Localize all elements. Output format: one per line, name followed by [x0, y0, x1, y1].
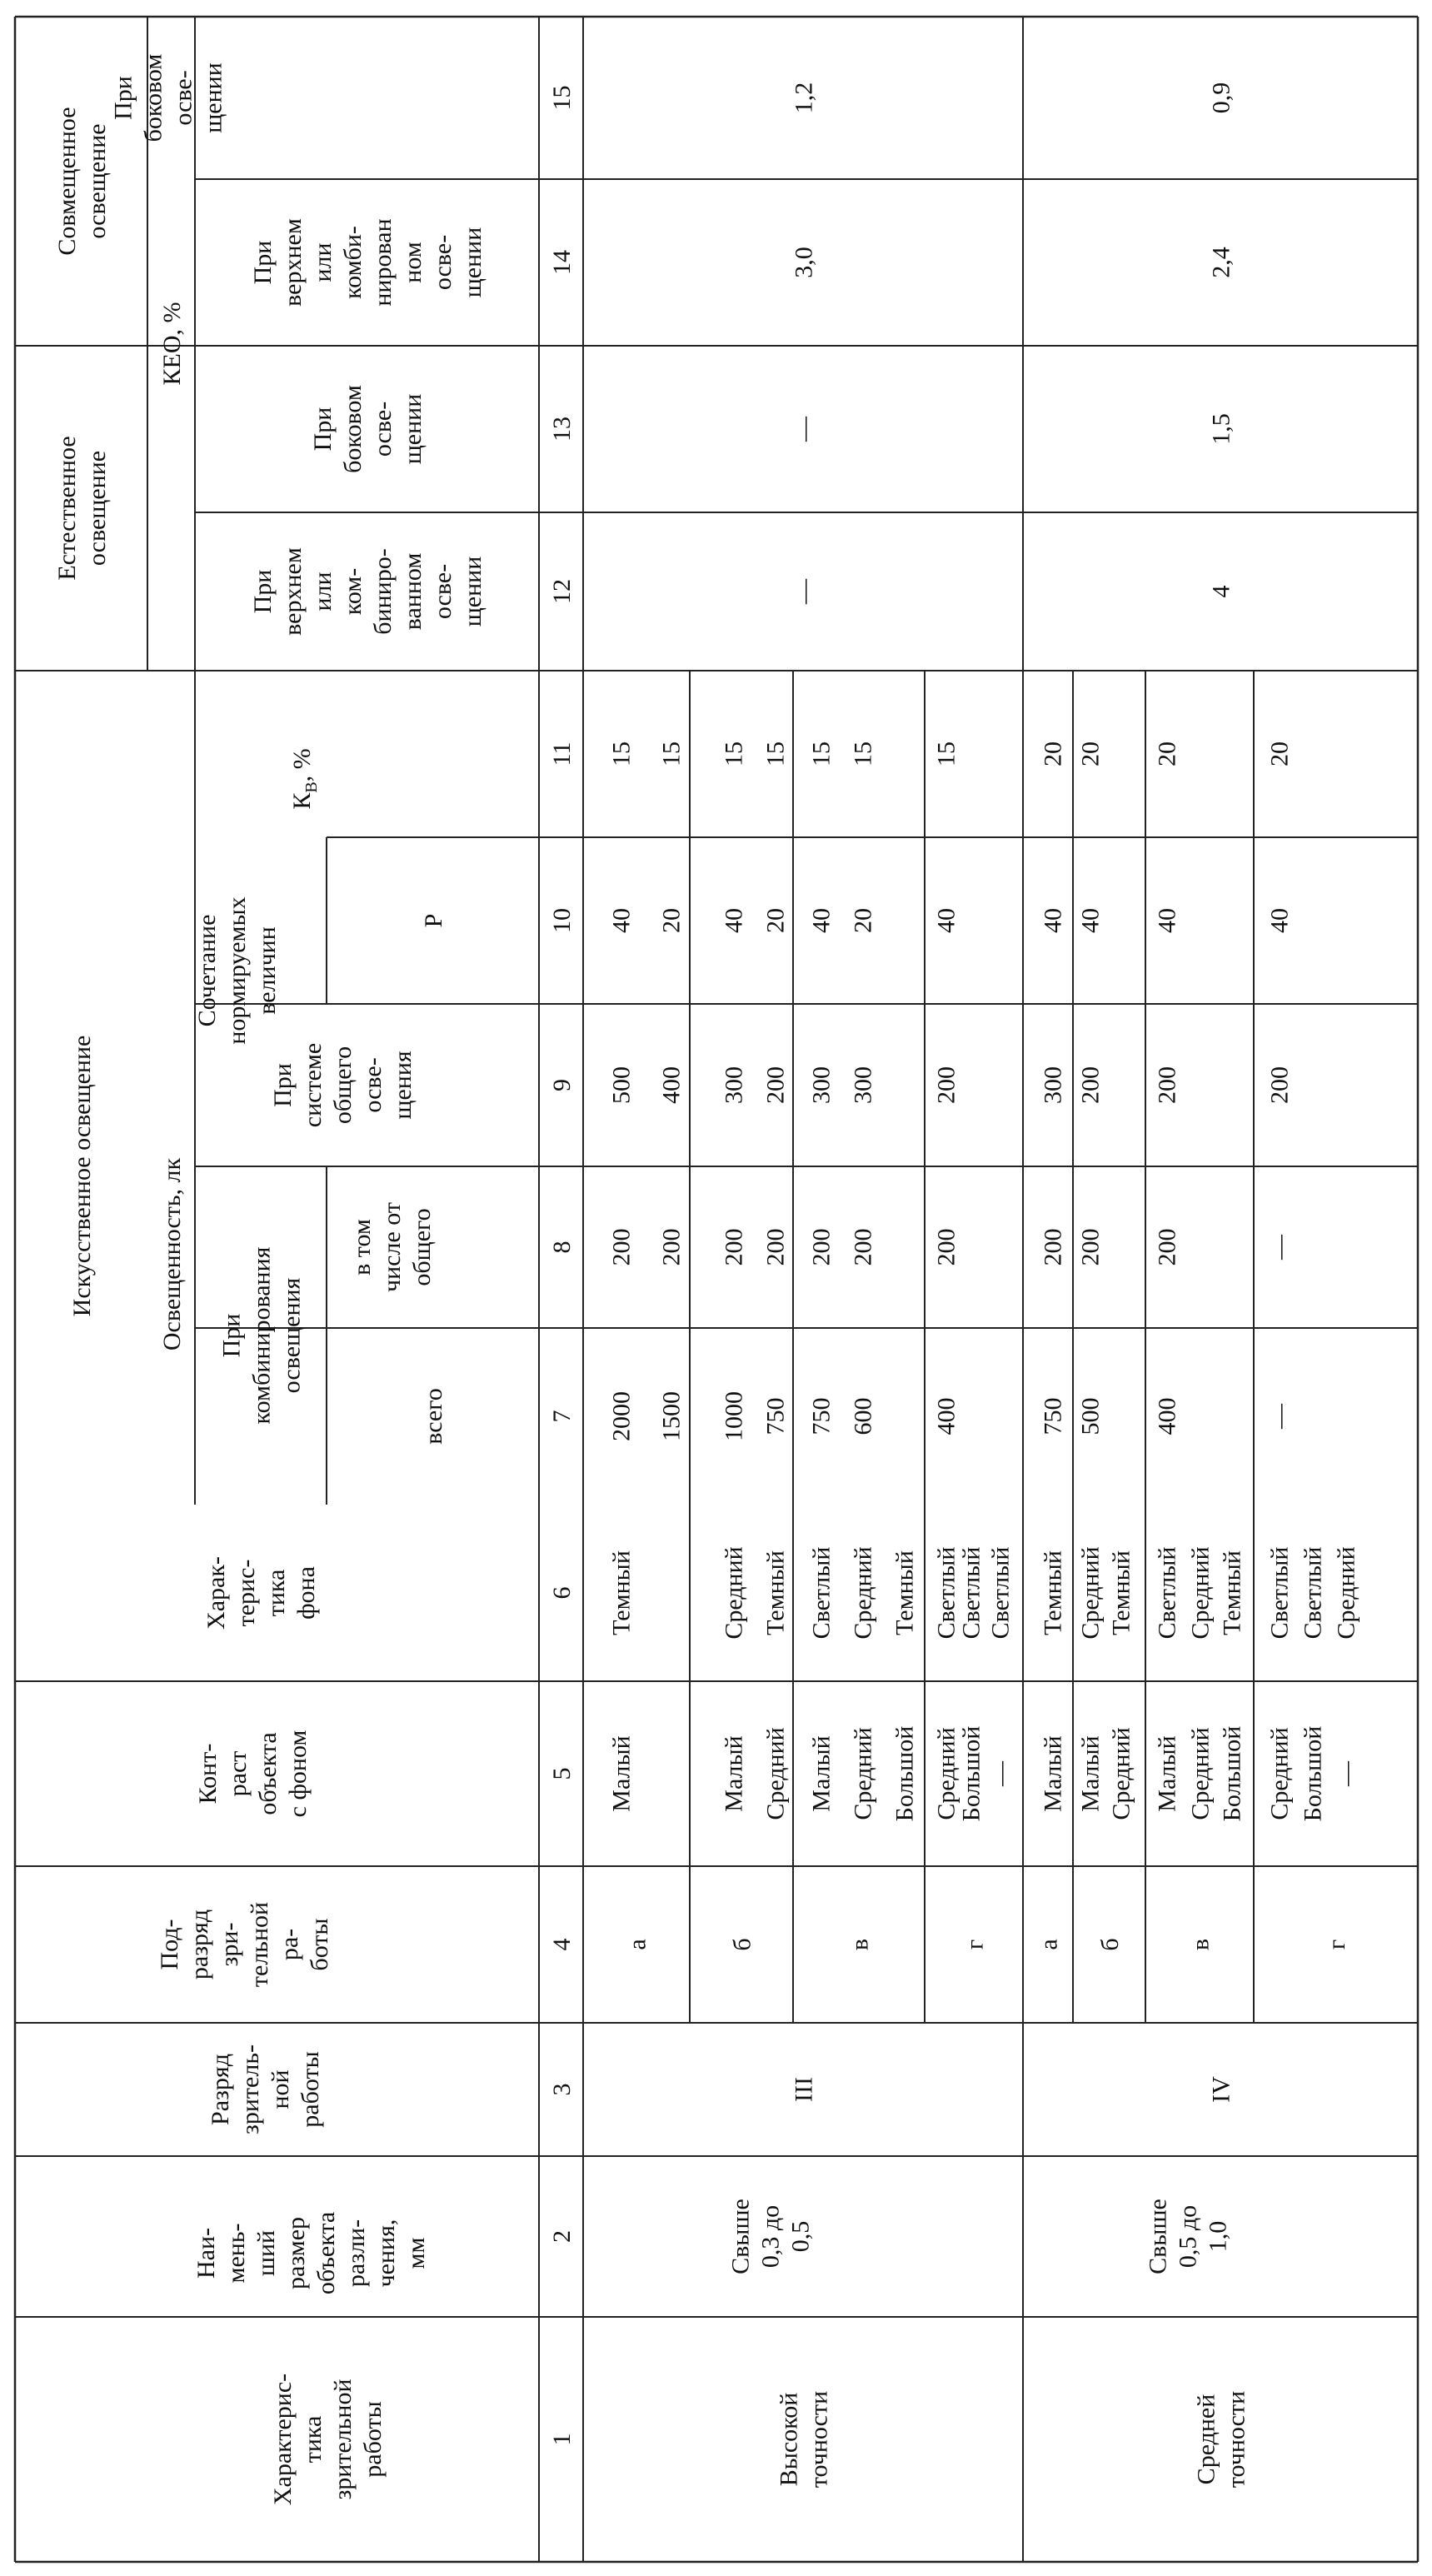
column-number-10: 10: [548, 908, 576, 933]
cell-kv: 15: [720, 741, 748, 766]
cell-p: 40: [932, 908, 960, 933]
header-col12: При верхнем или ком- биниро- ванном осве- щении: [249, 547, 486, 636]
cell-p: 20: [657, 908, 686, 933]
cell-from-general: 200: [849, 1228, 877, 1266]
column-number-2: 2: [548, 2230, 576, 2243]
column-number-11: 11: [548, 741, 576, 766]
header-col4: Под- разряд зри- тельной ра- боты: [156, 1901, 333, 1988]
column-number-5: 5: [548, 1767, 576, 1780]
cell-p: 40: [1153, 908, 1181, 933]
cell-contrast: Средний: [761, 1727, 790, 1820]
header-col9: При системе общего осве- щения: [269, 1042, 417, 1128]
column-number-7: 7: [548, 1410, 576, 1423]
column-number-6: 6: [548, 1586, 576, 1600]
cell-subcategory: в: [846, 1938, 874, 1951]
cell-background: Средний: [1076, 1546, 1105, 1640]
cell-from-general: 200: [720, 1228, 748, 1266]
cell-contrast: Большой: [1218, 1725, 1246, 1822]
cell-kv: 20: [1039, 741, 1067, 766]
cell-total: 1500: [657, 1391, 686, 1441]
cell-background: Темный: [607, 1550, 636, 1635]
cell-total: 2000: [607, 1391, 636, 1441]
cell-subcategory: г: [960, 1939, 989, 1950]
cell-from-general: 200: [1039, 1228, 1067, 1266]
column-number-13: 13: [548, 417, 576, 442]
cell-contrast: Малый: [720, 1735, 748, 1812]
cell-background: Средний: [1186, 1546, 1215, 1640]
cell-keo-natural-top: 4: [1207, 585, 1235, 598]
header-col1: Характерис- тика зрительной работы: [269, 2373, 387, 2506]
cell-keo-combined-top: 2,4: [1207, 247, 1235, 278]
cell-from-general: 200: [1153, 1228, 1181, 1266]
cell-contrast: Малый: [607, 1735, 636, 1812]
header-col11: $К_В$, %: [288, 748, 321, 810]
cell-contrast: Средний: [932, 1727, 960, 1820]
header-col15: При боковом осве- щении: [109, 53, 227, 142]
header-col14: При верхнем или комби- нирован ном осве- щении: [249, 218, 486, 307]
cell-from-general: 200: [761, 1228, 790, 1266]
cell-background: Светлый: [957, 1546, 985, 1640]
column-number-8: 8: [548, 1241, 576, 1254]
cell-subcategory: б: [728, 1938, 756, 1951]
cell-contrast: —: [1332, 1761, 1360, 1786]
column-number-1: 1: [548, 2433, 576, 2446]
header-col2: Наи- мень- ший размер объекта разли- чения, мм: [192, 2211, 430, 2295]
cell-background: Светлый: [807, 1546, 836, 1640]
header-combined: Совмещенное освещение: [53, 107, 111, 256]
header-col13: При боковом осве- щении: [309, 385, 427, 473]
cell-background: Светлый: [1299, 1546, 1327, 1640]
cell-kv: 15: [849, 741, 877, 766]
cell-kv: 15: [657, 741, 686, 766]
cell-keo-combined-top: 3,0: [790, 247, 818, 278]
cell-general: 300: [807, 1066, 836, 1104]
cell-characteristic: Средней точности: [1192, 2390, 1250, 2489]
cell-general: 300: [720, 1066, 748, 1104]
cell-contrast: Большой: [957, 1725, 985, 1822]
header-col10: Р: [420, 913, 447, 928]
cell-subcategory: а: [623, 1939, 651, 1950]
cell-p: 40: [807, 908, 836, 933]
cell-contrast: Средний: [1186, 1727, 1215, 1820]
column-number-9: 9: [548, 1079, 576, 1091]
cell-kv: 15: [932, 741, 960, 766]
cell-general: 200: [1265, 1066, 1294, 1104]
cell-contrast: —: [986, 1761, 1015, 1786]
cell-category: III: [790, 2077, 818, 2102]
cell-kv: 15: [607, 741, 636, 766]
cell-p: 40: [1265, 908, 1294, 933]
cell-p: 40: [1039, 908, 1067, 933]
cell-contrast: Средний: [1107, 1727, 1135, 1820]
cell-contrast: Большой: [891, 1725, 919, 1822]
cell-contrast: Средний: [1265, 1727, 1294, 1820]
cell-total: 750: [807, 1397, 836, 1435]
cell-background: Светлый: [986, 1546, 1015, 1640]
cell-contrast: Малый: [1076, 1735, 1105, 1812]
cell-kv: 15: [807, 741, 836, 766]
header-keo: КЕО, %: [158, 302, 186, 386]
cell-keo-combined-side: 0,9: [1207, 82, 1235, 114]
cell-kv: 15: [761, 741, 790, 766]
cell-category: IV: [1207, 2076, 1235, 2103]
cell-general: 400: [657, 1066, 686, 1104]
cell-background: Средний: [1332, 1546, 1360, 1640]
cell-background: Темный: [891, 1550, 919, 1635]
cell-background: Средний: [849, 1546, 877, 1640]
cell-general: 200: [932, 1066, 960, 1104]
cell-from-general: 200: [1076, 1228, 1105, 1266]
column-number-12: 12: [548, 579, 576, 604]
cell-keo-natural-side: 1,5: [1207, 413, 1235, 445]
cell-background: Светлый: [1265, 1546, 1294, 1640]
cell-characteristic: Высокой точности: [775, 2390, 833, 2489]
cell-contrast: Большой: [1299, 1725, 1327, 1822]
cell-from-general: 200: [807, 1228, 836, 1266]
cell-general: 200: [761, 1066, 790, 1104]
header-illuminance: Освещенность, лк: [158, 1157, 186, 1351]
cell-kv: 20: [1076, 741, 1105, 766]
cell-background: Темный: [1039, 1550, 1067, 1635]
column-number-15: 15: [548, 85, 576, 111]
cell-background: Темный: [1218, 1550, 1246, 1635]
cell-p: 20: [849, 908, 877, 933]
cell-p: 20: [761, 908, 790, 933]
cell-total: 500: [1076, 1397, 1105, 1435]
cell-general: 300: [1039, 1066, 1067, 1104]
cell-total: 400: [1153, 1397, 1181, 1435]
cell-subcategory: а: [1035, 1939, 1063, 1950]
cell-p: 40: [720, 908, 748, 933]
cell-p: 40: [607, 908, 636, 933]
cell-background: Средний: [720, 1546, 748, 1640]
cell-contrast: Средний: [849, 1727, 877, 1820]
column-number-14: 14: [548, 250, 576, 275]
cell-total: 750: [761, 1397, 790, 1435]
cell-subcategory: б: [1096, 1938, 1124, 1951]
cell-background: Светлый: [932, 1546, 960, 1640]
cell-keo-natural-side: —: [790, 417, 818, 442]
header-artificial: Искусственное освещение: [68, 1035, 96, 1317]
cell-size: Свыше 0,3 до 0,5: [726, 2199, 815, 2274]
cell-kv: 20: [1153, 741, 1181, 766]
cell-keo-combined-side: 1,2: [790, 82, 818, 114]
cell-total: 750: [1039, 1397, 1067, 1435]
header-col6: Харак- терис- тика фона: [202, 1556, 320, 1630]
cell-from-general: 200: [607, 1228, 636, 1266]
header-natural: Естественное освещение: [53, 436, 111, 581]
cell-general: 300: [849, 1066, 877, 1104]
column-number-4: 4: [548, 1938, 576, 1951]
header-col5: Конт- раст объекта с фоном: [194, 1730, 312, 1818]
cell-background: Темный: [1107, 1550, 1135, 1635]
cell-keo-natural-top: —: [790, 579, 818, 604]
cell-contrast: Малый: [807, 1735, 836, 1812]
cell-general: 200: [1076, 1066, 1105, 1104]
header-comb: При комбинирования освещения: [217, 1246, 306, 1425]
header-combination: Сочетание нормируемых величин: [193, 896, 281, 1045]
column-number-3: 3: [548, 2083, 576, 2096]
cell-background: Темный: [761, 1550, 790, 1635]
cell-size: Свыше 0,5 до 1,0: [1144, 2199, 1232, 2274]
cell-general: 500: [607, 1066, 636, 1104]
cell-total: 400: [932, 1397, 960, 1435]
cell-total: 1000: [720, 1391, 748, 1441]
header-col8: в том числе от общего: [348, 1202, 436, 1292]
header-col3: Разряд зритель- ной работы: [207, 2044, 324, 2134]
cell-from-general: 200: [657, 1228, 686, 1266]
cell-general: 200: [1153, 1066, 1181, 1104]
cell-subcategory: г: [1323, 1939, 1350, 1950]
cell-subcategory: в: [1186, 1938, 1215, 1951]
cell-kv: 20: [1265, 741, 1294, 766]
cell-total: 600: [849, 1397, 877, 1435]
cell-background: Светлый: [1153, 1546, 1181, 1640]
cell-from-general: —: [1265, 1235, 1294, 1260]
cell-p: 40: [1076, 908, 1105, 933]
cell-contrast: Малый: [1153, 1735, 1181, 1812]
cell-from-general: 200: [932, 1228, 960, 1266]
header-col7: всего: [420, 1388, 447, 1445]
cell-contrast: Малый: [1039, 1735, 1067, 1812]
cell-total: —: [1265, 1404, 1294, 1429]
